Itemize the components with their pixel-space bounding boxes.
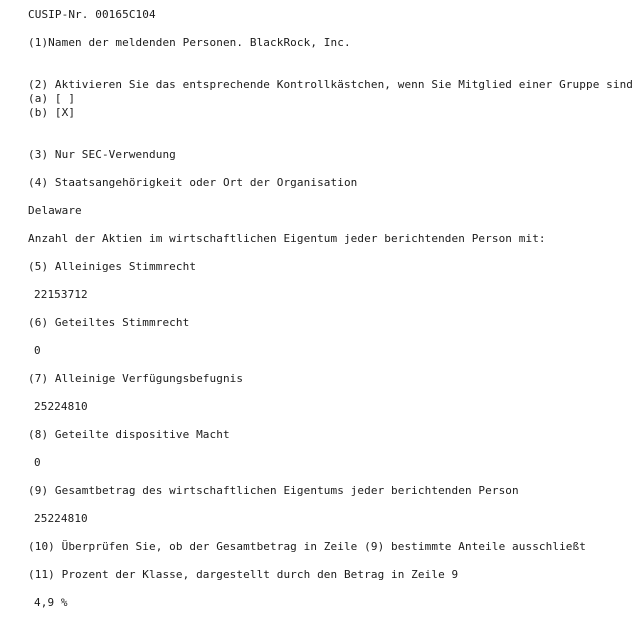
cusip-number: CUSIP-Nr. 00165C104 — [28, 8, 156, 21]
item-6-value: 0 — [34, 344, 41, 357]
item-7-sole-dispositive: (7) Alleinige Verfügungsbefugnis — [28, 372, 244, 385]
item-9-aggregate-amount: (9) Gesamtbetrag des wirtschaftlichen Eigentums jeder berichtenden Person — [28, 484, 519, 497]
item-3-sec-use: (3) Nur SEC-Verwendung — [28, 148, 176, 161]
item-11-percent-of-class: (11) Prozent der Klasse, dargestellt durch den Betrag in Zeile 9 — [28, 568, 459, 581]
item-10-excludes-shares: (10) Überprüfen Sie, ob der Gesamtbetrag in Zeile (9) bestimmte Anteile ausschließt — [28, 540, 586, 553]
item-1-reporting-persons: (1)Namen der meldenden Personen. BlackRock, Inc. — [28, 36, 351, 49]
item-4-value: Delaware — [28, 204, 82, 217]
item-6-shared-voting: (6) Geteiltes Stimmrecht — [28, 316, 190, 329]
item-2a-checkbox: (a) [ ] — [28, 92, 76, 105]
item-5-sole-voting: (5) Alleiniges Stimmrecht — [28, 260, 197, 273]
item-2-group-checkbox-label: (2) Aktivieren Sie das entsprechende Kontrollkästchen, wenn Sie Mitglied einer Gruppe sind — [28, 78, 634, 91]
item-9-value: 25224810 — [34, 512, 88, 525]
item-7-value: 25224810 — [34, 400, 88, 413]
item-2b-checkbox: (b) [X] — [28, 106, 76, 119]
item-4-citizenship: (4) Staatsangehörigkeit oder Ort der Organisation — [28, 176, 358, 189]
item-11-value: 4,9 % — [34, 596, 68, 609]
item-8-shared-dispositive: (8) Geteilte dispositive Macht — [28, 428, 230, 441]
item-5-value: 22153712 — [34, 288, 88, 301]
shares-heading: Anzahl der Aktien im wirtschaftlichen Eigentum jeder berichtenden Person mit: — [28, 232, 546, 245]
item-8-value: 0 — [34, 456, 41, 469]
